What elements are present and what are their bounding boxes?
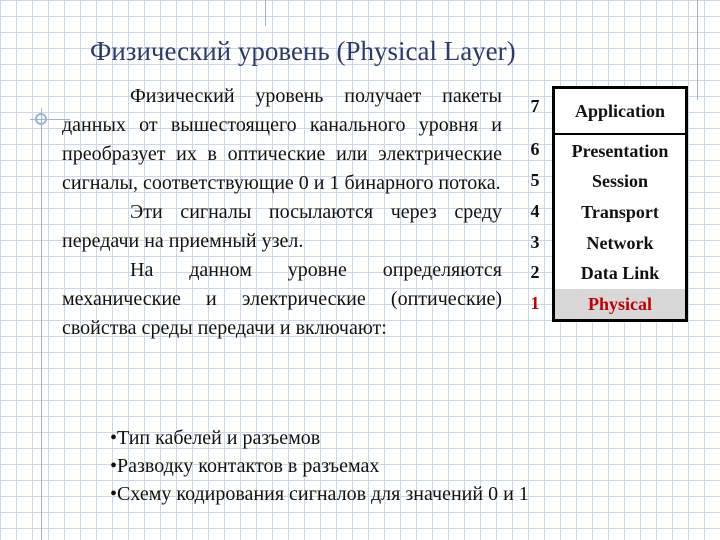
paragraph-1: Физический уровень получает пакеты данных от вышестоящего канального уровня и преобразует их в оптические или электрические сигналы, соответствующие 0 и 1 бинарного потока. [62, 85, 502, 194]
layer-number-6: 6 [530, 139, 540, 159]
paragraph-2: Эти сигналы посылаются через среду передачи на приемный узел. [62, 201, 502, 252]
layer-number-7: 7 [530, 96, 540, 116]
layer-number-2: 2 [530, 262, 540, 282]
layer-network: Network [586, 233, 654, 253]
layer-number-3: 3 [530, 232, 540, 252]
osi-model-table [552, 86, 688, 322]
decorative-circle [35, 113, 47, 125]
layer-transport: Transport [581, 202, 659, 222]
layer-presentation: Presentation [571, 141, 669, 161]
decorative-right-line [697, 0, 698, 100]
decorative-top-line [265, 0, 266, 26]
bullet-list [110, 424, 690, 508]
layer-number-1: 1 [530, 293, 540, 313]
layer-number-5: 5 [530, 170, 540, 190]
body-text [62, 82, 502, 343]
bullet-item: •Схему кодирования сигналов для значений 0 и 1 [110, 483, 529, 505]
layer-number-4: 4 [530, 201, 540, 221]
layer-physical: Physical [555, 289, 685, 319]
bullet-item: •Разводку контактов в разъемах [110, 455, 380, 477]
layer-application: Application [555, 89, 685, 135]
bullet-item: •Тип кабелей и разъемов [110, 427, 321, 449]
layer-session: Session [591, 171, 649, 191]
layer-data-link: Data Link [580, 263, 660, 283]
slide-title: Физический уровень (Physical Layer) [90, 36, 516, 66]
decorative-vertical-line [41, 108, 42, 540]
paragraph-3: На данном уровне определяются механические и электрические (оптические) свойства среды передачи и включают: [62, 259, 502, 339]
